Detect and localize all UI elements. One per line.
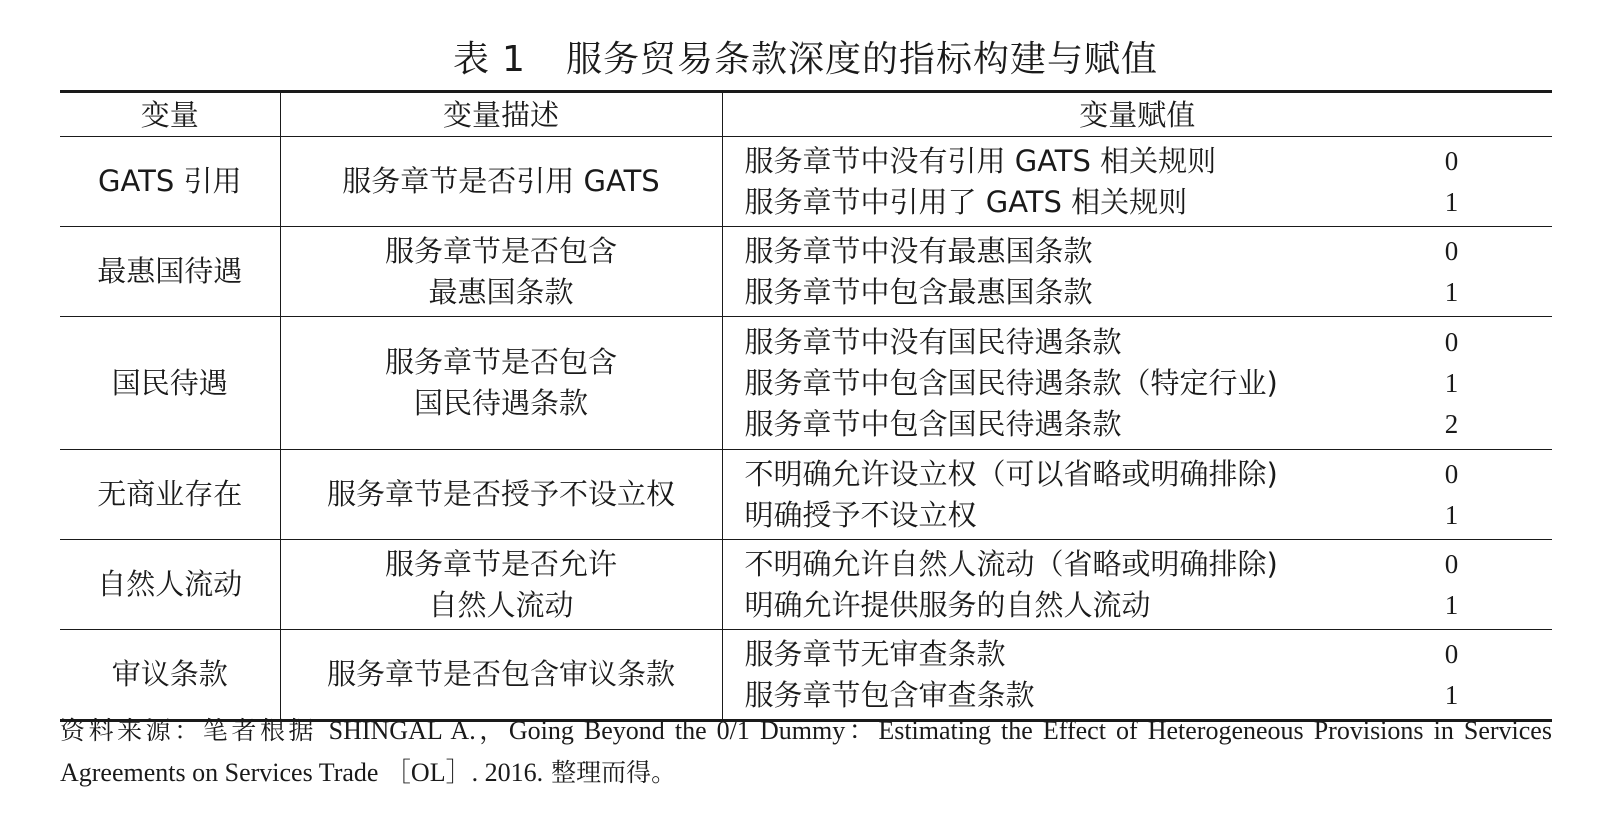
assignment-value: 0 bbox=[1444, 145, 1459, 176]
assignment-line bbox=[745, 322, 1553, 363]
assignment-line bbox=[745, 363, 1553, 404]
assignment-line bbox=[745, 182, 1553, 223]
assignment-line bbox=[745, 141, 1553, 182]
assignment-text: 服务章节中包含最惠国条款 bbox=[744, 274, 1093, 309]
assignment-text: 服务章节中没有引用 GATS 相关规则 bbox=[744, 143, 1217, 178]
assignment-value: 0 bbox=[1444, 548, 1459, 579]
assignment-value: 0 bbox=[1444, 638, 1459, 669]
assignment-value: 1 bbox=[1444, 276, 1459, 307]
table-row bbox=[60, 630, 1552, 721]
assignment-value: 1 bbox=[1444, 186, 1459, 217]
assignment-text: 服务章节无审查条款 bbox=[744, 636, 1006, 671]
variable-cell bbox=[60, 137, 280, 227]
assignment-line bbox=[745, 495, 1553, 536]
assignment-cell bbox=[722, 540, 1552, 630]
header-variable: 变量 bbox=[60, 92, 280, 137]
assignment-line bbox=[745, 454, 1553, 495]
assignment-value: 1 bbox=[1444, 589, 1459, 620]
assignment-line bbox=[745, 544, 1553, 585]
assignment-line bbox=[745, 272, 1553, 313]
assignment-line bbox=[745, 231, 1553, 272]
source-note bbox=[60, 710, 1552, 794]
table-row bbox=[60, 450, 1552, 540]
description-line: 服务章节是否包含 bbox=[384, 345, 617, 379]
assignment-value: 1 bbox=[1444, 367, 1459, 398]
variable-cell bbox=[60, 630, 280, 721]
assignment-text: 服务章节中包含国民待遇条款 bbox=[744, 406, 1122, 441]
description-cell bbox=[280, 630, 722, 721]
source-label: 资料来源： bbox=[60, 716, 203, 745]
assignment-line bbox=[745, 404, 1553, 445]
assignment-text: 不明确允许设立权（可以省略或明确排除) bbox=[744, 456, 1278, 491]
table-title-number: 1 bbox=[502, 39, 526, 80]
table-row bbox=[60, 227, 1552, 317]
table-row bbox=[60, 137, 1552, 227]
variable-name: 国民待遇 bbox=[111, 365, 228, 400]
source-citation: SHINGAL A.，Going Beyond the 0/1 Dummy：Estimating the Effect of Heterogeneous Provisions in Services Agreements on Services Trade ［OL］. 2016. bbox=[60, 716, 1552, 787]
assignment-cell bbox=[722, 630, 1552, 721]
source-lead: 笔者根据 bbox=[202, 716, 318, 745]
description-cell bbox=[280, 137, 722, 227]
assignment-cell bbox=[722, 137, 1552, 227]
variable-name: GATS 引用 bbox=[98, 164, 242, 198]
assignment-cell bbox=[722, 450, 1552, 540]
assignment-cell bbox=[722, 317, 1552, 450]
variable-name: 审议条款 bbox=[111, 657, 228, 691]
table-title-prefix: 表 bbox=[453, 39, 491, 80]
assignment-value: 1 bbox=[1444, 499, 1459, 530]
variable-name: 最惠国待遇 bbox=[97, 254, 243, 288]
description-line: 服务章节是否包含 bbox=[384, 233, 617, 268]
table-row bbox=[60, 317, 1552, 450]
assignment-value: 2 bbox=[1444, 408, 1459, 439]
assignment-cell bbox=[722, 227, 1552, 317]
variable-cell bbox=[60, 450, 280, 540]
assignment-text: 明确允许提供服务的自然人流动 bbox=[744, 587, 1151, 622]
assignment-value: 0 bbox=[1444, 326, 1459, 357]
assignment-text: 服务章节中引用了 GATS 相关规则 bbox=[744, 184, 1188, 219]
assignment-text: 明确授予不设立权 bbox=[744, 497, 977, 532]
assignment-text: 服务章节包含审查条款 bbox=[744, 677, 1035, 712]
variable-cell bbox=[60, 227, 280, 317]
variable-name: 无商业存在 bbox=[97, 477, 243, 511]
assignment-text: 服务章节中没有最惠国条款 bbox=[744, 233, 1093, 268]
description-cell bbox=[280, 227, 722, 317]
assignment-value: 0 bbox=[1444, 235, 1459, 266]
description-line: 服务章节是否授予不设立权 bbox=[326, 477, 675, 511]
description-line: 国民待遇条款 bbox=[413, 386, 588, 420]
table-title bbox=[0, 34, 1611, 86]
table-row bbox=[60, 540, 1552, 630]
assignment-text: 服务章节中没有国民待遇条款 bbox=[744, 324, 1122, 359]
header-description: 变量描述 bbox=[280, 92, 722, 137]
variable-name: 自然人流动 bbox=[97, 567, 243, 601]
description-cell bbox=[280, 450, 722, 540]
table-title-text: 服务贸易条款深度的指标构建与赋值 bbox=[565, 39, 1158, 80]
assignment-line bbox=[745, 585, 1553, 626]
source-tail: 整理而得。 bbox=[551, 758, 677, 787]
header-assignment: 变量赋值 bbox=[722, 92, 1552, 137]
description-line: 最惠国条款 bbox=[428, 274, 574, 309]
table-header-row bbox=[60, 92, 1552, 137]
assignment-text: 服务章节中包含国民待遇条款（特定行业) bbox=[744, 365, 1278, 400]
assignment-line bbox=[745, 634, 1553, 675]
assignment-value: 0 bbox=[1444, 458, 1459, 489]
description-cell bbox=[280, 317, 722, 450]
assignment-text: 不明确允许自然人流动（省略或明确排除) bbox=[744, 546, 1278, 581]
indicator-table bbox=[60, 90, 1552, 722]
description-line: 服务章节是否包含审议条款 bbox=[326, 657, 675, 691]
variable-cell bbox=[60, 540, 280, 630]
assignment-value: 1 bbox=[1444, 679, 1459, 710]
description-line: 自然人流动 bbox=[428, 587, 574, 622]
description-line: 服务章节是否引用 GATS bbox=[342, 164, 660, 198]
variable-cell bbox=[60, 317, 280, 450]
description-line: 服务章节是否允许 bbox=[384, 546, 617, 581]
description-cell bbox=[280, 540, 722, 630]
